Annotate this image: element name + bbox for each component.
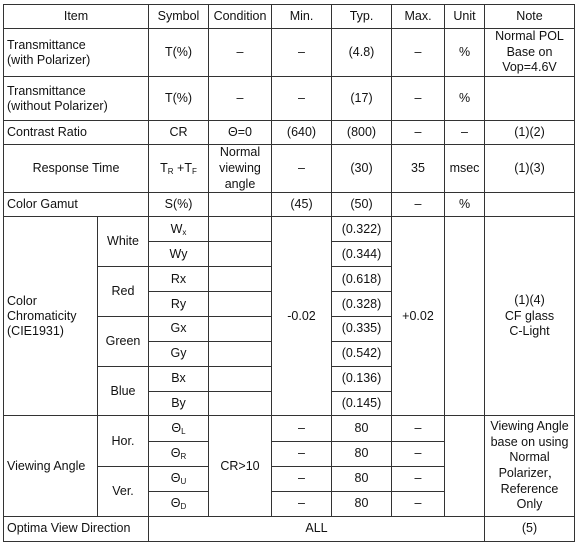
symbol-cell: $W_x$ — [149, 217, 209, 242]
optima-value-cell: ALL — [149, 516, 485, 541]
min-cell: (45) — [272, 193, 332, 217]
condition-cell: Θ=0 — [209, 121, 272, 145]
chroma-min-cell: -0.02 — [272, 217, 332, 416]
symbol-cell: T(%) — [149, 29, 209, 77]
unit-cell: % — [445, 193, 485, 217]
typ-cell: (4.8) — [332, 29, 392, 77]
symbol-cell: $\Theta_U$ — [149, 466, 209, 491]
typ-cell: (0.322) — [332, 217, 392, 242]
header-note: Note — [485, 5, 575, 29]
symbol-cell: $\Theta_R$ — [149, 441, 209, 466]
header-min: Min. — [272, 5, 332, 29]
symbol-cell: $\Theta_D$ — [149, 491, 209, 516]
typ-cell: 80 — [332, 466, 392, 491]
condition-cell — [209, 341, 272, 366]
item-cell: Contrast Ratio — [4, 121, 149, 145]
max-cell: – — [392, 77, 445, 121]
chroma-max-cell: +0.02 — [392, 217, 445, 416]
symbol-cell: $\Theta_L$ — [149, 416, 209, 441]
typ-cell: (0.136) — [332, 366, 392, 391]
min-cell: – — [272, 77, 332, 121]
table-header-row — [4, 5, 575, 29]
symbol-cell: Bx — [149, 366, 209, 391]
unit-cell: – — [445, 121, 485, 145]
header-unit: Unit — [445, 5, 485, 29]
max-cell: – — [392, 193, 445, 217]
table-row-optima — [4, 516, 575, 541]
header-symbol: Symbol — [149, 5, 209, 29]
item-cell: Transmittance (with Polarizer) — [4, 29, 149, 77]
min-cell: – — [272, 491, 332, 516]
group-green: Green — [98, 316, 149, 366]
condition-cell — [209, 391, 272, 416]
header-max: Max. — [392, 5, 445, 29]
typ-cell: 80 — [332, 491, 392, 516]
group-blue: Blue — [98, 366, 149, 416]
group-red: Red — [98, 267, 149, 317]
typ-cell: (0.344) — [332, 242, 392, 267]
table-row-transmittance-pol — [4, 29, 575, 77]
typ-cell: (800) — [332, 121, 392, 145]
specification-table — [3, 4, 575, 542]
note-cell: (5) — [485, 516, 575, 541]
item-cell: Response Time — [4, 145, 149, 193]
condition-cell — [209, 242, 272, 267]
viewing-unit-cell — [445, 416, 485, 516]
max-cell: – — [392, 466, 445, 491]
header-item: Item — [4, 5, 149, 29]
note-cell: Normal POL Base on Vop=4.6V — [485, 29, 575, 77]
symbol-cell: S(%) — [149, 193, 209, 217]
table-row-chroma-wx — [4, 217, 575, 242]
condition-cell — [209, 193, 272, 217]
group-horizontal: Hor. — [98, 416, 149, 466]
typ-cell: 80 — [332, 416, 392, 441]
typ-cell: (0.145) — [332, 391, 392, 416]
max-cell: – — [392, 491, 445, 516]
unit-cell: % — [445, 29, 485, 77]
symbol-cell: Ry — [149, 292, 209, 317]
min-cell: – — [272, 466, 332, 491]
symbol-cell: CR — [149, 121, 209, 145]
note-cell — [485, 193, 575, 217]
min-cell: – — [272, 441, 332, 466]
typ-cell: (0.618) — [332, 267, 392, 292]
min-cell: – — [272, 29, 332, 77]
condition-cell: – — [209, 77, 272, 121]
symbol-cell: Wy — [149, 242, 209, 267]
condition-cell — [209, 267, 272, 292]
typ-cell: (0.328) — [332, 292, 392, 317]
typ-cell: (0.542) — [332, 341, 392, 366]
typ-cell: (0.335) — [332, 316, 392, 341]
max-cell: – — [392, 416, 445, 441]
condition-cell: Normal viewing angle — [209, 145, 272, 193]
header-typ: Typ. — [332, 5, 392, 29]
unit-cell: msec — [445, 145, 485, 193]
note-cell: (1)(3) — [485, 145, 575, 193]
symbol-cell: T(%) — [149, 77, 209, 121]
symbol-cell: Gx — [149, 316, 209, 341]
group-vertical: Ver. — [98, 466, 149, 516]
item-cell: Optima View Direction — [4, 516, 149, 541]
condition-cell — [209, 316, 272, 341]
min-cell: – — [272, 416, 332, 441]
typ-cell: 80 — [332, 441, 392, 466]
table-row-contrast — [4, 121, 575, 145]
condition-cell — [209, 217, 272, 242]
note-cell — [485, 77, 575, 121]
chroma-note-cell: (1)(4) CF glass C-Light — [485, 217, 575, 416]
chroma-unit-cell — [445, 217, 485, 416]
symbol-cell: Gy — [149, 341, 209, 366]
table-row-response-time — [4, 145, 575, 193]
item-cell-viewing-angle: Viewing Angle — [4, 416, 98, 516]
typ-cell: (50) — [332, 193, 392, 217]
note-cell: (1)(2) — [485, 121, 575, 145]
table-row-view-left — [4, 416, 575, 441]
symbol-cell: Rx — [149, 267, 209, 292]
item-cell-chromaticity: Color Chromaticity (CIE1931) — [4, 217, 98, 416]
min-cell: – — [272, 145, 332, 193]
max-cell: – — [392, 29, 445, 77]
viewing-condition-cell: CR>10 — [209, 416, 272, 516]
max-cell: – — [392, 441, 445, 466]
unit-cell: % — [445, 77, 485, 121]
min-cell: (640) — [272, 121, 332, 145]
condition-cell — [209, 292, 272, 317]
symbol-cell: $T_R +T_F$ — [149, 145, 209, 193]
item-cell: Color Gamut — [4, 193, 149, 217]
table-row-color-gamut — [4, 193, 575, 217]
typ-cell: (30) — [332, 145, 392, 193]
item-cell: Transmittance (without Polarizer) — [4, 77, 149, 121]
symbol-cell: By — [149, 391, 209, 416]
max-cell: – — [392, 121, 445, 145]
condition-cell — [209, 366, 272, 391]
group-white: White — [98, 217, 149, 267]
header-condition: Condition — [209, 5, 272, 29]
condition-cell: – — [209, 29, 272, 77]
max-cell: 35 — [392, 145, 445, 193]
table-row-transmittance-nopol — [4, 77, 575, 121]
typ-cell: (17) — [332, 77, 392, 121]
viewing-note-cell: Viewing Angle base on using Normal Polarizer， Reference Only — [485, 416, 575, 516]
